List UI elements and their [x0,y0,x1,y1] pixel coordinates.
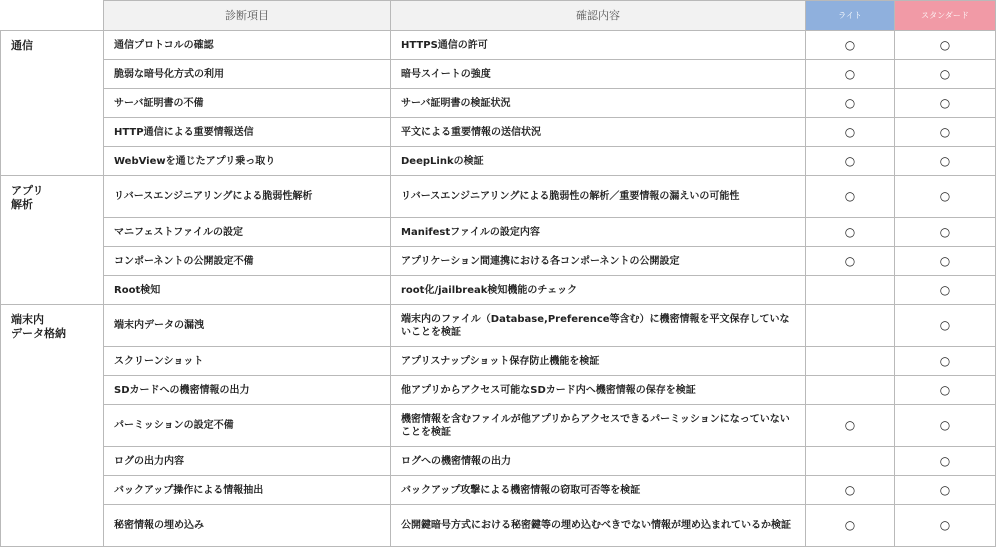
item-cell: 脆弱な暗号化方式の利用 [104,60,391,89]
item-cell: Root検知 [104,276,391,305]
item-cell: サーバ証明書の不備 [104,89,391,118]
item-cell: リバースエンジニアリングによる脆弱性解析 [104,176,391,218]
category-cell: 通信 [1,31,104,176]
table-row [1,276,996,305]
item-cell: WebViewを通じたアプリ乗っ取り [104,147,391,176]
standard-mark-cell: ○ [895,476,996,505]
lite-mark-cell: ○ [806,118,895,147]
detail-cell: 平文による重要情報の送信状況 [391,118,806,147]
lite-mark-cell: ○ [806,176,895,218]
header-item: 診断項目 [104,1,391,31]
detail-cell: サーバ証明書の検証状況 [391,89,806,118]
table-row [1,405,996,447]
standard-mark-cell: ○ [895,505,996,547]
lite-mark-cell [806,447,895,476]
table-body [1,31,996,547]
table-row [1,305,996,347]
table-row [1,376,996,405]
table-row [1,60,996,89]
category-cell: 端末内 データ格納 [1,305,104,547]
detail-cell: 公開鍵暗号方式における秘密鍵等の埋め込むべきでない情報が埋め込まれているか検証 [391,505,806,547]
detail-cell: 他アプリからアクセス可能なSDカード内へ機密情報の保存を検証 [391,376,806,405]
header-category [1,1,104,31]
detail-cell: HTTPS通信の許可 [391,31,806,60]
item-cell: HTTP通信による重要情報送信 [104,118,391,147]
detail-cell: Manifestファイルの設定内容 [391,218,806,247]
standard-mark-cell: ○ [895,218,996,247]
header-row [1,1,996,31]
standard-mark-cell: ○ [895,89,996,118]
table-row [1,218,996,247]
lite-mark-cell [806,376,895,405]
item-cell: ログの出力内容 [104,447,391,476]
detail-cell: 端末内のファイル（Database,Preference等含む）に機密情報を平文保存していないことを検証 [391,305,806,347]
table-row [1,476,996,505]
table-row [1,347,996,376]
item-cell: スクリーンショット [104,347,391,376]
category-cell: アプリ 解析 [1,176,104,305]
lite-mark-cell: ○ [806,405,895,447]
item-cell: 端末内データの漏洩 [104,305,391,347]
header-standard-plan: スタンダード [895,1,996,31]
table-row [1,505,996,547]
lite-mark-cell: ○ [806,247,895,276]
item-cell: 通信プロトコルの確認 [104,31,391,60]
standard-mark-cell: ○ [895,347,996,376]
standard-mark-cell: ○ [895,405,996,447]
standard-mark-cell: ○ [895,276,996,305]
lite-mark-cell [806,276,895,305]
standard-mark-cell: ○ [895,376,996,405]
detail-cell: ログへの機密情報の出力 [391,447,806,476]
detail-cell: バックアップ攻撃による機密情報の窃取可否等を検証 [391,476,806,505]
table-row [1,118,996,147]
detail-cell: 機密情報を含むファイルが他アプリからアクセスできるパーミッションになっていないことを検証 [391,405,806,447]
standard-mark-cell: ○ [895,305,996,347]
lite-mark-cell: ○ [806,147,895,176]
detail-cell: リバースエンジニアリングによる脆弱性の解析／重要情報の漏えいの可能性 [391,176,806,218]
table-row [1,176,996,218]
lite-mark-cell [806,305,895,347]
detail-cell: root化/jailbreak検知機能のチェック [391,276,806,305]
item-cell: SDカードへの機密情報の出力 [104,376,391,405]
detail-cell: アプリスナップショット保存防止機能を検証 [391,347,806,376]
standard-mark-cell: ○ [895,118,996,147]
table-row [1,147,996,176]
item-cell: 秘密情報の埋め込み [104,505,391,547]
item-cell: パーミッションの設定不備 [104,405,391,447]
standard-mark-cell: ○ [895,60,996,89]
table-row [1,447,996,476]
standard-mark-cell: ○ [895,247,996,276]
table-row [1,247,996,276]
lite-mark-cell: ○ [806,31,895,60]
standard-mark-cell: ○ [895,176,996,218]
standard-mark-cell: ○ [895,447,996,476]
lite-mark-cell: ○ [806,218,895,247]
standard-mark-cell: ○ [895,147,996,176]
lite-mark-cell: ○ [806,476,895,505]
header-detail: 確認内容 [391,1,806,31]
lite-mark-cell: ○ [806,60,895,89]
table-row [1,89,996,118]
item-cell: バックアップ操作による情報抽出 [104,476,391,505]
detail-cell: 暗号スイートの強度 [391,60,806,89]
table-row [1,31,996,60]
lite-mark-cell [806,347,895,376]
detail-cell: DeepLinkの検証 [391,147,806,176]
detail-cell: アプリケーション間連携における各コンポーネントの公開設定 [391,247,806,276]
lite-mark-cell: ○ [806,89,895,118]
item-cell: マニフェストファイルの設定 [104,218,391,247]
item-cell: コンポーネントの公開設定不備 [104,247,391,276]
header-lite-plan: ライト [806,1,895,31]
standard-mark-cell: ○ [895,31,996,60]
lite-mark-cell: ○ [806,505,895,547]
